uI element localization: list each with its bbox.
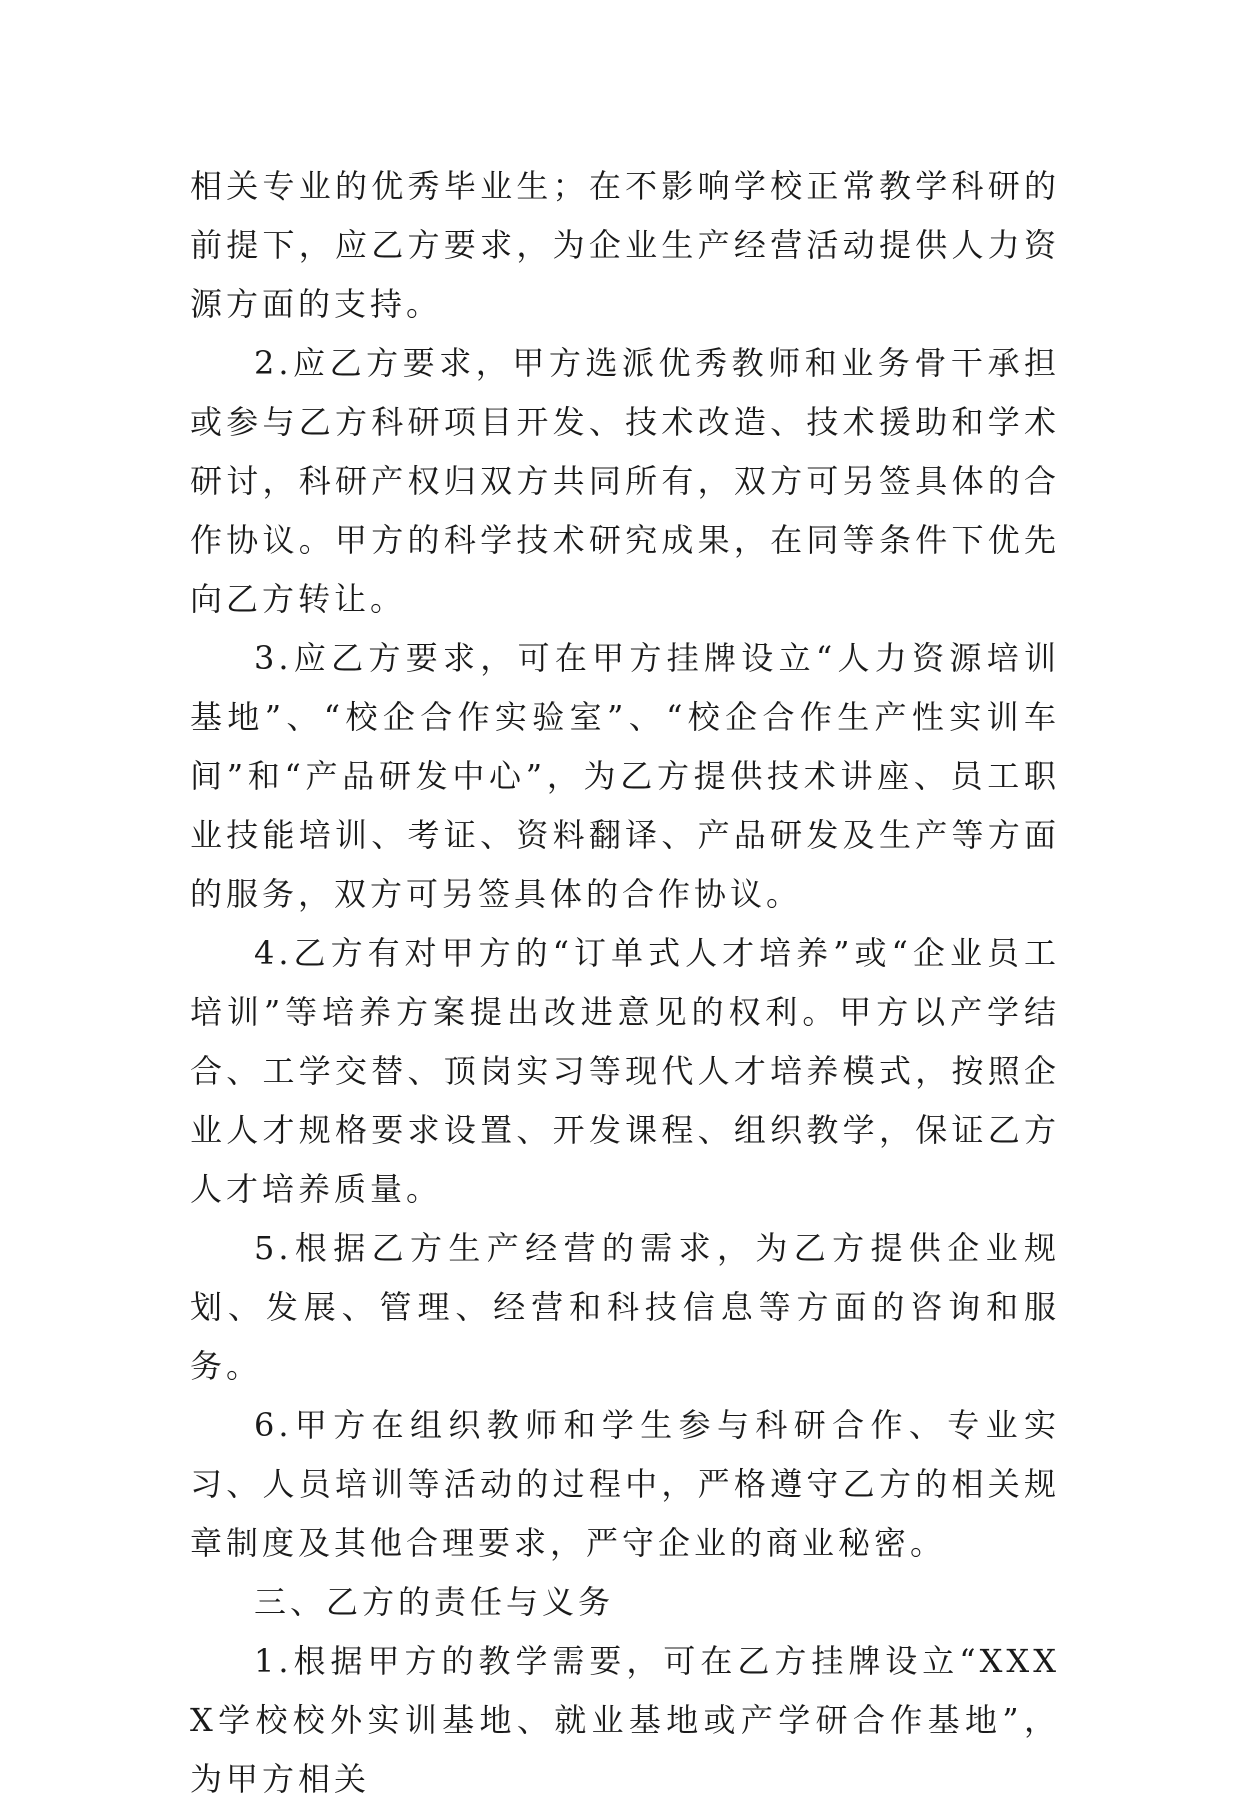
document-body [190,157,1060,1809]
paragraph-item-4: 4.乙方有对甲方的“订单式人才培养”或“企业员工培训”等培养方案提出改进意见的权利。甲方以产学结合、工学交替、顶岗实习等现代人才培养模式，按照企业人才规格要求设置、开发课程、组织教学，保证乙方人才培养质量。 [190,934,1060,1208]
section-heading: 三、乙方的责任与义务 [254,1583,615,1621]
paragraph-item-5: 5.根据乙方生产经营的需求，为乙方提供企业规划、发展、管理、经营和科技信息等方面的咨询和服务。 [190,1229,1060,1385]
paragraph-item-2: 2.应乙方要求，甲方选派优秀教师和业务骨干承担或参与乙方科研项目开发、技术改造、技术援助和学术研讨，科研产权归双方共同所有，双方可另签具体的合作协议。甲方的科学技术研究成果，在同等条件下优先向乙方转让。 [190,344,1060,618]
paragraph-item-1-party-b: 1.根据甲方的教学需要，可在乙方挂牌设立“XXXX学校校外实训基地、就业基地或产学研合作基地”，为甲方相关 [190,1642,1060,1798]
paragraph-continuation: 相关专业的优秀毕业生；在不影响学校正常教学科研的前提下，应乙方要求，为企业生产经营活动提供人力资源方面的支持。 [190,167,1060,323]
paragraph-item-3: 3.应乙方要求，可在甲方挂牌设立“人力资源培训基地”、“校企合作实验室”、“校企合作生产性实训车间”和“产品研发中心”，为乙方提供技术讲座、员工职业技能培训、考证、资料翻译、产品研发及生产等方面的服务，双方可另签具体的合作协议。 [190,639,1060,913]
paragraph-item-6: 6.甲方在组织教师和学生参与科研合作、专业实习、人员培训等活动的过程中，严格遵守乙方的相关规章制度及其他合理要求，严守企业的商业秘密。 [190,1406,1060,1562]
